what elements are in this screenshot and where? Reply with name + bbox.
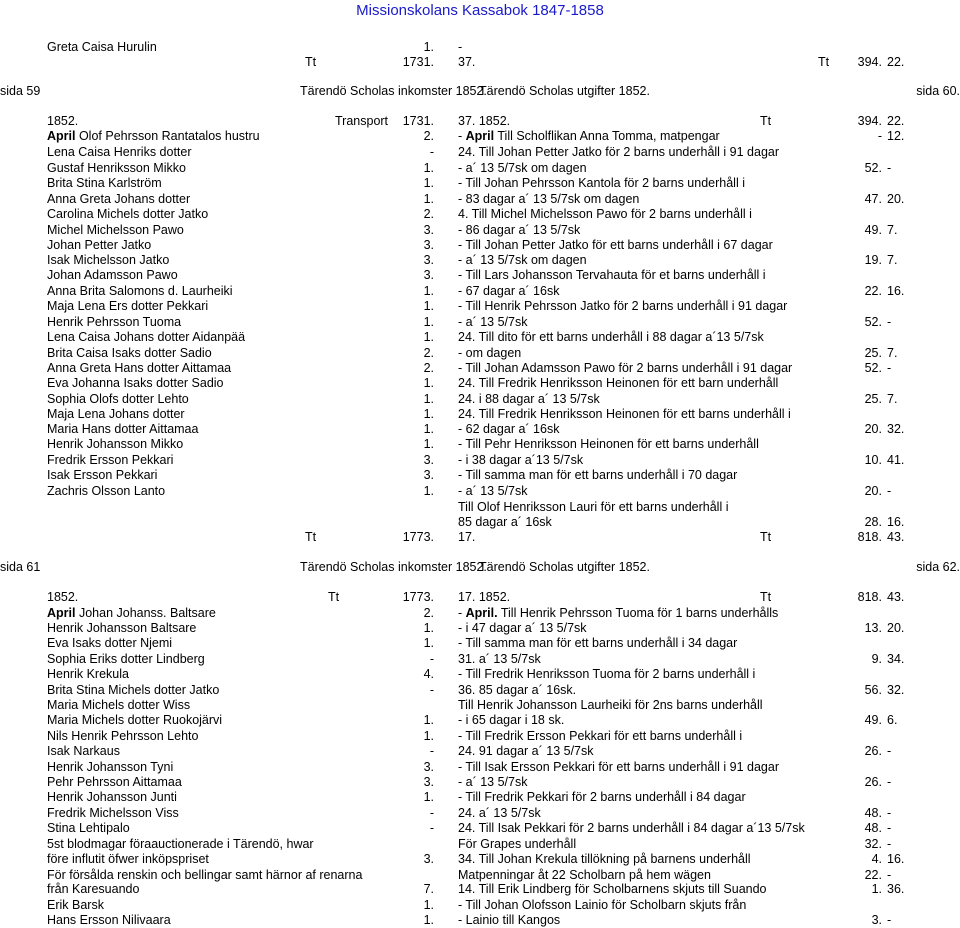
amount-rd: 2. <box>423 606 434 620</box>
amount-rd-right: - <box>877 129 882 143</box>
entry-text-right: 4. Till Michel Michelsson Pawo för 2 barns underhåll i <box>458 207 752 221</box>
amount-sk-right: 43. <box>887 530 905 544</box>
amount-rd: 1. <box>423 161 434 175</box>
entry-text: Maria Michels dotter Ruokojärvi <box>47 713 223 727</box>
entry-text-right: - i 65 dagar i 18 sk. <box>458 713 565 727</box>
entry-text-right: - Till Lars Johansson Tervahauta för et barns underhåll i <box>458 268 766 282</box>
ledger-line <box>0 806 960 821</box>
amount-rd-right: 49. <box>864 223 882 237</box>
ledger-line <box>0 176 960 191</box>
entry-text: Greta Caisa Hurulin <box>47 40 157 54</box>
entry-text-right: - April Till Scholflikan Anna Tomma, matpengar <box>458 129 720 143</box>
ledger-line <box>0 376 960 391</box>
amount-sk-right: 7. <box>887 392 898 406</box>
amount-rd: 1. <box>423 315 434 329</box>
ledger-line <box>0 484 960 499</box>
ledger-line <box>0 560 960 575</box>
tt-label-right: Tt <box>760 590 772 604</box>
entry-text-right: 85 dagar a´ 16sk <box>458 515 552 529</box>
entry-text: Henrik Pehrsson Tuoma <box>47 315 182 329</box>
entry-text: före influtit öfwer inköpspriset <box>47 852 209 866</box>
entry-text: Sophia Olofs dotter Lehto <box>47 392 189 406</box>
entry-text: Maria Hans dotter Aittamaa <box>47 422 199 436</box>
amount-rd: 3. <box>423 468 434 482</box>
entry-text: Johan Adamsson Pawo <box>47 268 178 282</box>
amount-rd-right: 4. <box>871 852 882 866</box>
ledger-line <box>0 161 960 176</box>
entry-text: Fredrik Michelsson Viss <box>47 806 179 820</box>
entry-text-right: Tärendö Scholas utgifter 1852. <box>479 560 650 574</box>
entry-text-right: - i 38 dagar a´13 5/7sk <box>458 453 584 467</box>
entry-text: Lena Caisa Johans dotter Aidanpää <box>47 330 246 344</box>
entry-text-right: 14. Till Erik Lindberg för Scholbarnens skjuts till Suando <box>458 882 767 896</box>
amount-rd: 1. <box>423 40 434 54</box>
entry-text: Lena Caisa Henriks dotter <box>47 145 192 159</box>
ledger-line <box>0 775 960 790</box>
ledger-line <box>0 453 960 468</box>
amount-rd-right: 22. <box>864 284 882 298</box>
entry-text: 1852. <box>47 114 79 128</box>
amount-rd-right: 818. <box>857 590 882 604</box>
amount-sk-right: - <box>887 806 892 820</box>
amount-rd-right: 394. <box>857 114 882 128</box>
amount-rd-right: 26. <box>864 775 882 789</box>
amount-rd: 1. <box>423 636 434 650</box>
amount-rd: 3. <box>423 253 434 267</box>
ledger-line <box>0 698 960 713</box>
entry-text-right: - 67 dagar a´ 16sk <box>458 284 560 298</box>
amount-sk-right: 41. <box>887 453 905 467</box>
entry-text-right: - <box>458 40 463 54</box>
entry-text: Eva Johanna Isaks dotter Sadio <box>47 376 224 390</box>
entry-text-right: 34. Till Johan Krekula tillökning på barnens underhåll <box>458 852 751 866</box>
entry-text-right: 24. 91 dagar a´ 13 5/7sk <box>458 744 594 758</box>
amount-rd: 1. <box>423 284 434 298</box>
tt-label: Tt <box>305 55 317 69</box>
amount-rd: - <box>429 821 434 835</box>
entry-text: Nils Henrik Pehrsson Lehto <box>47 729 199 743</box>
ledger-line <box>0 852 960 867</box>
entry-text: Eva Isaks dotter Njemi <box>47 636 173 650</box>
amount-rd: 1. <box>423 898 434 912</box>
entry-text-right: - Lainio till Kangos <box>458 913 561 927</box>
entry-text: Isak Narkaus <box>47 744 120 758</box>
ledger-line <box>0 683 960 698</box>
amount-rd: 1. <box>423 330 434 344</box>
amount-rd-right: 56. <box>864 683 882 697</box>
entry-text-right: Till Henrik Johansson Laurheiki för 2ns barns underhåll <box>458 698 763 712</box>
entry-text-right: - April. Till Henrik Pehrsson Tuoma för 1 barns underhålls <box>458 606 779 620</box>
amount-sk-right: 16. <box>887 852 905 866</box>
amount-rd: 1. <box>423 713 434 727</box>
ledger-line <box>0 422 960 437</box>
amount-rd-right: 394. <box>857 55 882 69</box>
entry-text-right: 24. Till Johan Petter Jatko för 2 barns underhåll i 91 dagar <box>458 145 780 159</box>
ledger-line <box>0 192 960 207</box>
entry-text-right: - Till samma man för ett barns underhåll i 70 dagar <box>458 468 738 482</box>
amount-sk-right: - <box>887 484 892 498</box>
entry-text: Anna Greta Hans dotter Aittamaa <box>47 361 232 375</box>
amount-rd-right: 13. <box>864 621 882 635</box>
entry-text-right: För Grapes underhåll <box>458 837 577 851</box>
amount-sk-right: - <box>887 913 892 927</box>
amount-rd-right: 47. <box>864 192 882 206</box>
amount-rd: 1773. <box>402 590 434 604</box>
entry-text: Henrik Krekula <box>47 667 129 681</box>
entry-text-right: - Till Fredrik Henriksson Tuoma för 2 barns underhåll i <box>458 667 756 681</box>
entry-text-right: - Till Johan Petter Jatko för ett barns underhåll i 67 dagar <box>458 238 773 252</box>
entry-text-right: - Till Pehr Henriksson Heinonen för ett barns underhåll <box>458 437 759 451</box>
amount-rd: 1731. <box>402 114 434 128</box>
entry-text-right: - Till Johan Adamsson Pawo för 2 barns underhåll i 91 dagar <box>458 361 793 375</box>
amount-rd: - <box>429 145 434 159</box>
amount-rd: 1. <box>423 192 434 206</box>
amount-rd-right: 25. <box>864 392 882 406</box>
amount-sk-right: 36. <box>887 882 905 896</box>
amount-sk-right: - <box>887 868 892 882</box>
ledger-line <box>0 500 960 515</box>
entry-text-right: Till Olof Henriksson Lauri för ett barns underhåll i <box>458 500 729 514</box>
amount-rd: 3. <box>423 852 434 866</box>
entry-text-right: - Till Isak Ersson Pekkari för ett barns underhåll i 91 dagar <box>458 760 779 774</box>
amount-rd: 2. <box>423 207 434 221</box>
amount-sk-right: 12. <box>887 129 905 143</box>
entry-text-right: 36. 85 dagar a´ 16sk. <box>458 683 577 697</box>
ledger-line <box>0 606 960 621</box>
amount-sk-right: 16. <box>887 284 905 298</box>
entry-text: sida 59 <box>0 84 41 98</box>
amount-rd: 1731. <box>402 55 434 69</box>
ledger-line <box>0 437 960 452</box>
amount-rd: - <box>429 806 434 820</box>
entry-text: Hans Ersson Nilivaara <box>47 913 171 927</box>
amount-sk-right: 32. <box>887 422 905 436</box>
ledger-line <box>0 40 960 55</box>
entry-text-right: Tärendö Scholas utgifter 1852. <box>479 84 650 98</box>
amount-rd: 2. <box>423 361 434 375</box>
ledger-line <box>0 515 960 530</box>
entry-text-right: - Till Johan Pehrsson Kantola för 2 barns underhåll i <box>458 176 745 190</box>
entry-text-right: - a´ 13 5/7sk <box>458 775 528 789</box>
entry-text: Sophia Eriks dotter Lindberg <box>47 652 205 666</box>
amount-rd: 1. <box>423 484 434 498</box>
amount-rd: 1. <box>423 621 434 635</box>
tt-label: Tt <box>305 530 317 544</box>
ledger-line <box>0 744 960 759</box>
amount-rd-right: 26. <box>864 744 882 758</box>
entry-text: Stina Lehtipalo <box>47 821 130 835</box>
amount-rd: 1. <box>423 437 434 451</box>
ledger-line <box>0 652 960 667</box>
ledger-line <box>0 882 960 897</box>
ledger-line <box>0 621 960 636</box>
amount-sk-right: sida 62. <box>916 560 960 574</box>
ledger-line <box>0 760 960 775</box>
amount-rd: 2. <box>423 129 434 143</box>
ledger-line <box>0 407 960 422</box>
ledger-line <box>0 223 960 238</box>
entry-text-right: - 83 dagar a´ 13 5/7sk om dagen <box>458 192 640 206</box>
ledger-line <box>0 330 960 345</box>
ledger-line <box>0 268 960 283</box>
entry-text: Anna Greta Johans dotter <box>47 192 191 206</box>
entry-text-right: - a´ 13 5/7sk om dagen <box>458 161 587 175</box>
entry-text-right: 24. Till dito för ett barns underhåll i 88 dagar a´13 5/7sk <box>458 330 764 344</box>
amount-rd: 1773. <box>402 530 434 544</box>
entry-text-right: - Till Fredrik Ersson Pekkari för ett barns underhåll i <box>458 729 743 743</box>
entry-text: Isak Michelsson Jatko <box>47 253 170 267</box>
amount-sk-right: 22. <box>887 114 905 128</box>
ledger-line <box>0 238 960 253</box>
entry-text: Fredrik Ersson Pekkari <box>47 453 174 467</box>
amount-sk-right: sida 60. <box>916 84 960 98</box>
ledger-line <box>0 468 960 483</box>
entry-text: Brita Stina Karlström <box>47 176 162 190</box>
entry-text: Maja Lena Johans dotter <box>47 407 185 421</box>
amount-rd-right: 52. <box>864 161 882 175</box>
entry-text: Gustaf Henriksson Mikko <box>47 161 186 175</box>
amount-rd-right: 20. <box>864 422 882 436</box>
amount-rd: 1. <box>423 729 434 743</box>
ledger-line <box>0 346 960 361</box>
amount-rd: 1. <box>423 392 434 406</box>
amount-rd: 1. <box>423 176 434 190</box>
amount-rd: 1. <box>423 376 434 390</box>
amount-rd: - <box>429 652 434 666</box>
entry-text-right: Matpenningar åt 22 Scholbarn på hem wägen <box>458 868 711 882</box>
ledger-line <box>0 361 960 376</box>
amount-rd-right: 818. <box>857 530 882 544</box>
amount-rd-right: 22. <box>864 868 882 882</box>
entry-text-right: - Till Fredrik Pekkari för 2 barns underhåll i 84 dagar <box>458 790 746 804</box>
amount-rd: 4. <box>423 667 434 681</box>
entry-text: Henrik Johansson Mikko <box>47 437 184 451</box>
amount-sk-right: 7. <box>887 223 898 237</box>
entry-text-right: - a´ 13 5/7sk <box>458 315 528 329</box>
entry-text-right: 24. Till Fredrik Henriksson Heinonen för ett barns underhåll i <box>458 407 791 421</box>
entry-text-right: 24. a´ 13 5/7sk <box>458 806 541 820</box>
entry-text: Carolina Michels dotter Jatko <box>47 207 209 221</box>
tt-label: Transport <box>335 114 389 128</box>
ledger-line <box>0 299 960 314</box>
amount-rd-right: 3. <box>871 913 882 927</box>
ledger-line <box>0 129 960 144</box>
tt-label: Tt <box>328 590 340 604</box>
ledger-line <box>0 837 960 852</box>
amount-rd: 7. <box>423 882 434 896</box>
ledger-line <box>0 898 960 913</box>
ledger-line <box>0 590 960 605</box>
ledger-line <box>0 207 960 222</box>
amount-rd-right: 9. <box>871 652 882 666</box>
entry-text-right: 31. a´ 13 5/7sk <box>458 652 541 666</box>
entry-text: från Karesuando <box>47 882 140 896</box>
ledger-line <box>0 55 960 70</box>
entry-text-right: - 62 dagar a´ 16sk <box>458 422 560 436</box>
amount-rd: 3. <box>423 223 434 237</box>
entry-text: Zachris Olsson Lanto <box>47 484 166 498</box>
ledger-line <box>0 84 960 99</box>
ledger-line <box>0 636 960 651</box>
tt-label: Tärendö Scholas inkomster 1852. <box>300 84 487 98</box>
amount-sk-right: 16. <box>887 515 905 529</box>
ledger-line <box>0 315 960 330</box>
amount-rd-right: 52. <box>864 361 882 375</box>
entry-text: Pehr Pehrsson Aittamaa <box>47 775 182 789</box>
amount-rd-right: 48. <box>864 806 882 820</box>
amount-sk-right: 7. <box>887 253 898 267</box>
entry-text-right: - Till Henrik Pehrsson Jatko för 2 barns underhåll i 91 dagar <box>458 299 788 313</box>
entry-text: Brita Stina Michels dotter Jatko <box>47 683 220 697</box>
amount-sk-right: 20. <box>887 192 905 206</box>
ledger-line <box>0 821 960 836</box>
entry-text-right: - a´ 13 5/7sk <box>458 484 528 498</box>
entry-text-right: 17. <box>458 530 476 544</box>
ledger-line <box>0 667 960 682</box>
entry-text-right: 17. 1852. <box>458 590 511 604</box>
ledger-line <box>0 868 960 883</box>
entry-text-right: 24. Till Fredrik Henriksson Heinonen för ett barn underhåll <box>458 376 779 390</box>
amount-sk-right: 22. <box>887 55 905 69</box>
entry-text: Johan Petter Jatko <box>47 238 152 252</box>
entry-text: April Johan Johanss. Baltsare <box>47 606 216 620</box>
amount-rd-right: 32. <box>864 837 882 851</box>
ledger-line <box>0 530 960 545</box>
entry-text-right: - i 47 dagar a´ 13 5/7sk <box>458 621 587 635</box>
ledger-line <box>0 284 960 299</box>
amount-sk-right: - <box>887 361 892 375</box>
amount-rd: 1. <box>423 299 434 313</box>
amount-rd: 3. <box>423 238 434 252</box>
entry-text-right: - a´ 13 5/7sk om dagen <box>458 253 587 267</box>
amount-rd-right: 48. <box>864 821 882 835</box>
entry-text-right: - 86 dagar a´ 13 5/7sk <box>458 223 581 237</box>
ledger-line <box>0 253 960 268</box>
entry-text-right: 24. i 88 dagar a´ 13 5/7sk <box>458 392 600 406</box>
amount-rd: 3. <box>423 775 434 789</box>
entry-text-right: - Till Johan Olofsson Lainio för Scholbarn skjuts från <box>458 898 747 912</box>
tt-label-right: Tt <box>760 530 772 544</box>
entry-text: Maja Lena Ers dotter Pekkari <box>47 299 209 313</box>
entry-text: 5st blodmagar föraauctionerade i Tärendö, hwar <box>47 837 314 851</box>
entry-text: För försålda renskin och bellingar samt härnor af renarna <box>47 868 363 882</box>
amount-sk-right: - <box>887 837 892 851</box>
amount-sk-right: 34. <box>887 652 905 666</box>
ledger-line <box>0 392 960 407</box>
amount-sk-right: 32. <box>887 683 905 697</box>
tt-label-right: Tt <box>760 114 772 128</box>
entry-text: Henrik Johansson Tyni <box>47 760 174 774</box>
entry-text-right: - Till samma man för ett barns underhåll i 34 dagar <box>458 636 738 650</box>
amount-sk-right: - <box>887 315 892 329</box>
ledger-line <box>0 729 960 744</box>
entry-text-right: 37. 1852. <box>458 114 511 128</box>
amount-rd: 3. <box>423 268 434 282</box>
entry-text: Anna Brita Salomons d. Laurheiki <box>47 284 233 298</box>
amount-rd: 1. <box>423 790 434 804</box>
entry-text: sida 61 <box>0 560 41 574</box>
amount-rd-right: 25. <box>864 346 882 360</box>
amount-rd-right: 1. <box>871 882 882 896</box>
entry-text: 1852. <box>47 590 79 604</box>
amount-rd: - <box>429 683 434 697</box>
entry-text: Erik Barsk <box>47 898 104 912</box>
entry-text-right: 37. <box>458 55 476 69</box>
amount-rd: 1. <box>423 422 434 436</box>
amount-rd: 3. <box>423 760 434 774</box>
page-title: Missionskolans Kassabok 1847-1858 <box>356 2 604 19</box>
amount-sk-right: - <box>887 161 892 175</box>
entry-text: Henrik Johansson Baltsare <box>47 621 197 635</box>
entry-text: Henrik Johansson Junti <box>47 790 177 804</box>
amount-rd-right: 20. <box>864 484 882 498</box>
amount-rd: - <box>429 744 434 758</box>
amount-sk-right: 7. <box>887 346 898 360</box>
amount-rd-right: 49. <box>864 713 882 727</box>
amount-rd-right: 10. <box>864 453 882 467</box>
entry-text: Brita Caisa Isaks dotter Sadio <box>47 346 212 360</box>
entry-text-right: 24. Till Isak Pekkari för 2 barns underhåll i 84 dagar a´13 5/7sk <box>458 821 805 835</box>
amount-rd: 1. <box>423 913 434 927</box>
amount-rd: 3. <box>423 453 434 467</box>
ledger-line <box>0 713 960 728</box>
ledger-line <box>0 913 960 928</box>
entry-text: Michel Michelsson Pawo <box>47 223 184 237</box>
ledger-line <box>0 114 960 129</box>
tt-label: Tärendö Scholas inkomster 1852. <box>300 560 487 574</box>
ledger-line <box>0 790 960 805</box>
entry-text-right: - om dagen <box>458 346 522 360</box>
amount-sk-right: 43. <box>887 590 905 604</box>
amount-rd: 2. <box>423 346 434 360</box>
amount-sk-right: - <box>887 744 892 758</box>
entry-text: Maria Michels dotter Wiss <box>47 698 191 712</box>
amount-sk-right: 6. <box>887 713 898 727</box>
amount-rd-right: 19. <box>864 253 882 267</box>
amount-rd-right: 28. <box>864 515 882 529</box>
entry-text: Isak Ersson Pekkari <box>47 468 158 482</box>
entry-text: April Olof Pehrsson Rantatalos hustru <box>47 129 260 143</box>
amount-rd-right: 52. <box>864 315 882 329</box>
tt-label-right: Tt <box>818 55 830 69</box>
amount-sk-right: - <box>887 821 892 835</box>
amount-sk-right: 20. <box>887 621 905 635</box>
ledger-line <box>0 145 960 160</box>
amount-rd: 1. <box>423 407 434 421</box>
amount-sk-right: - <box>887 775 892 789</box>
